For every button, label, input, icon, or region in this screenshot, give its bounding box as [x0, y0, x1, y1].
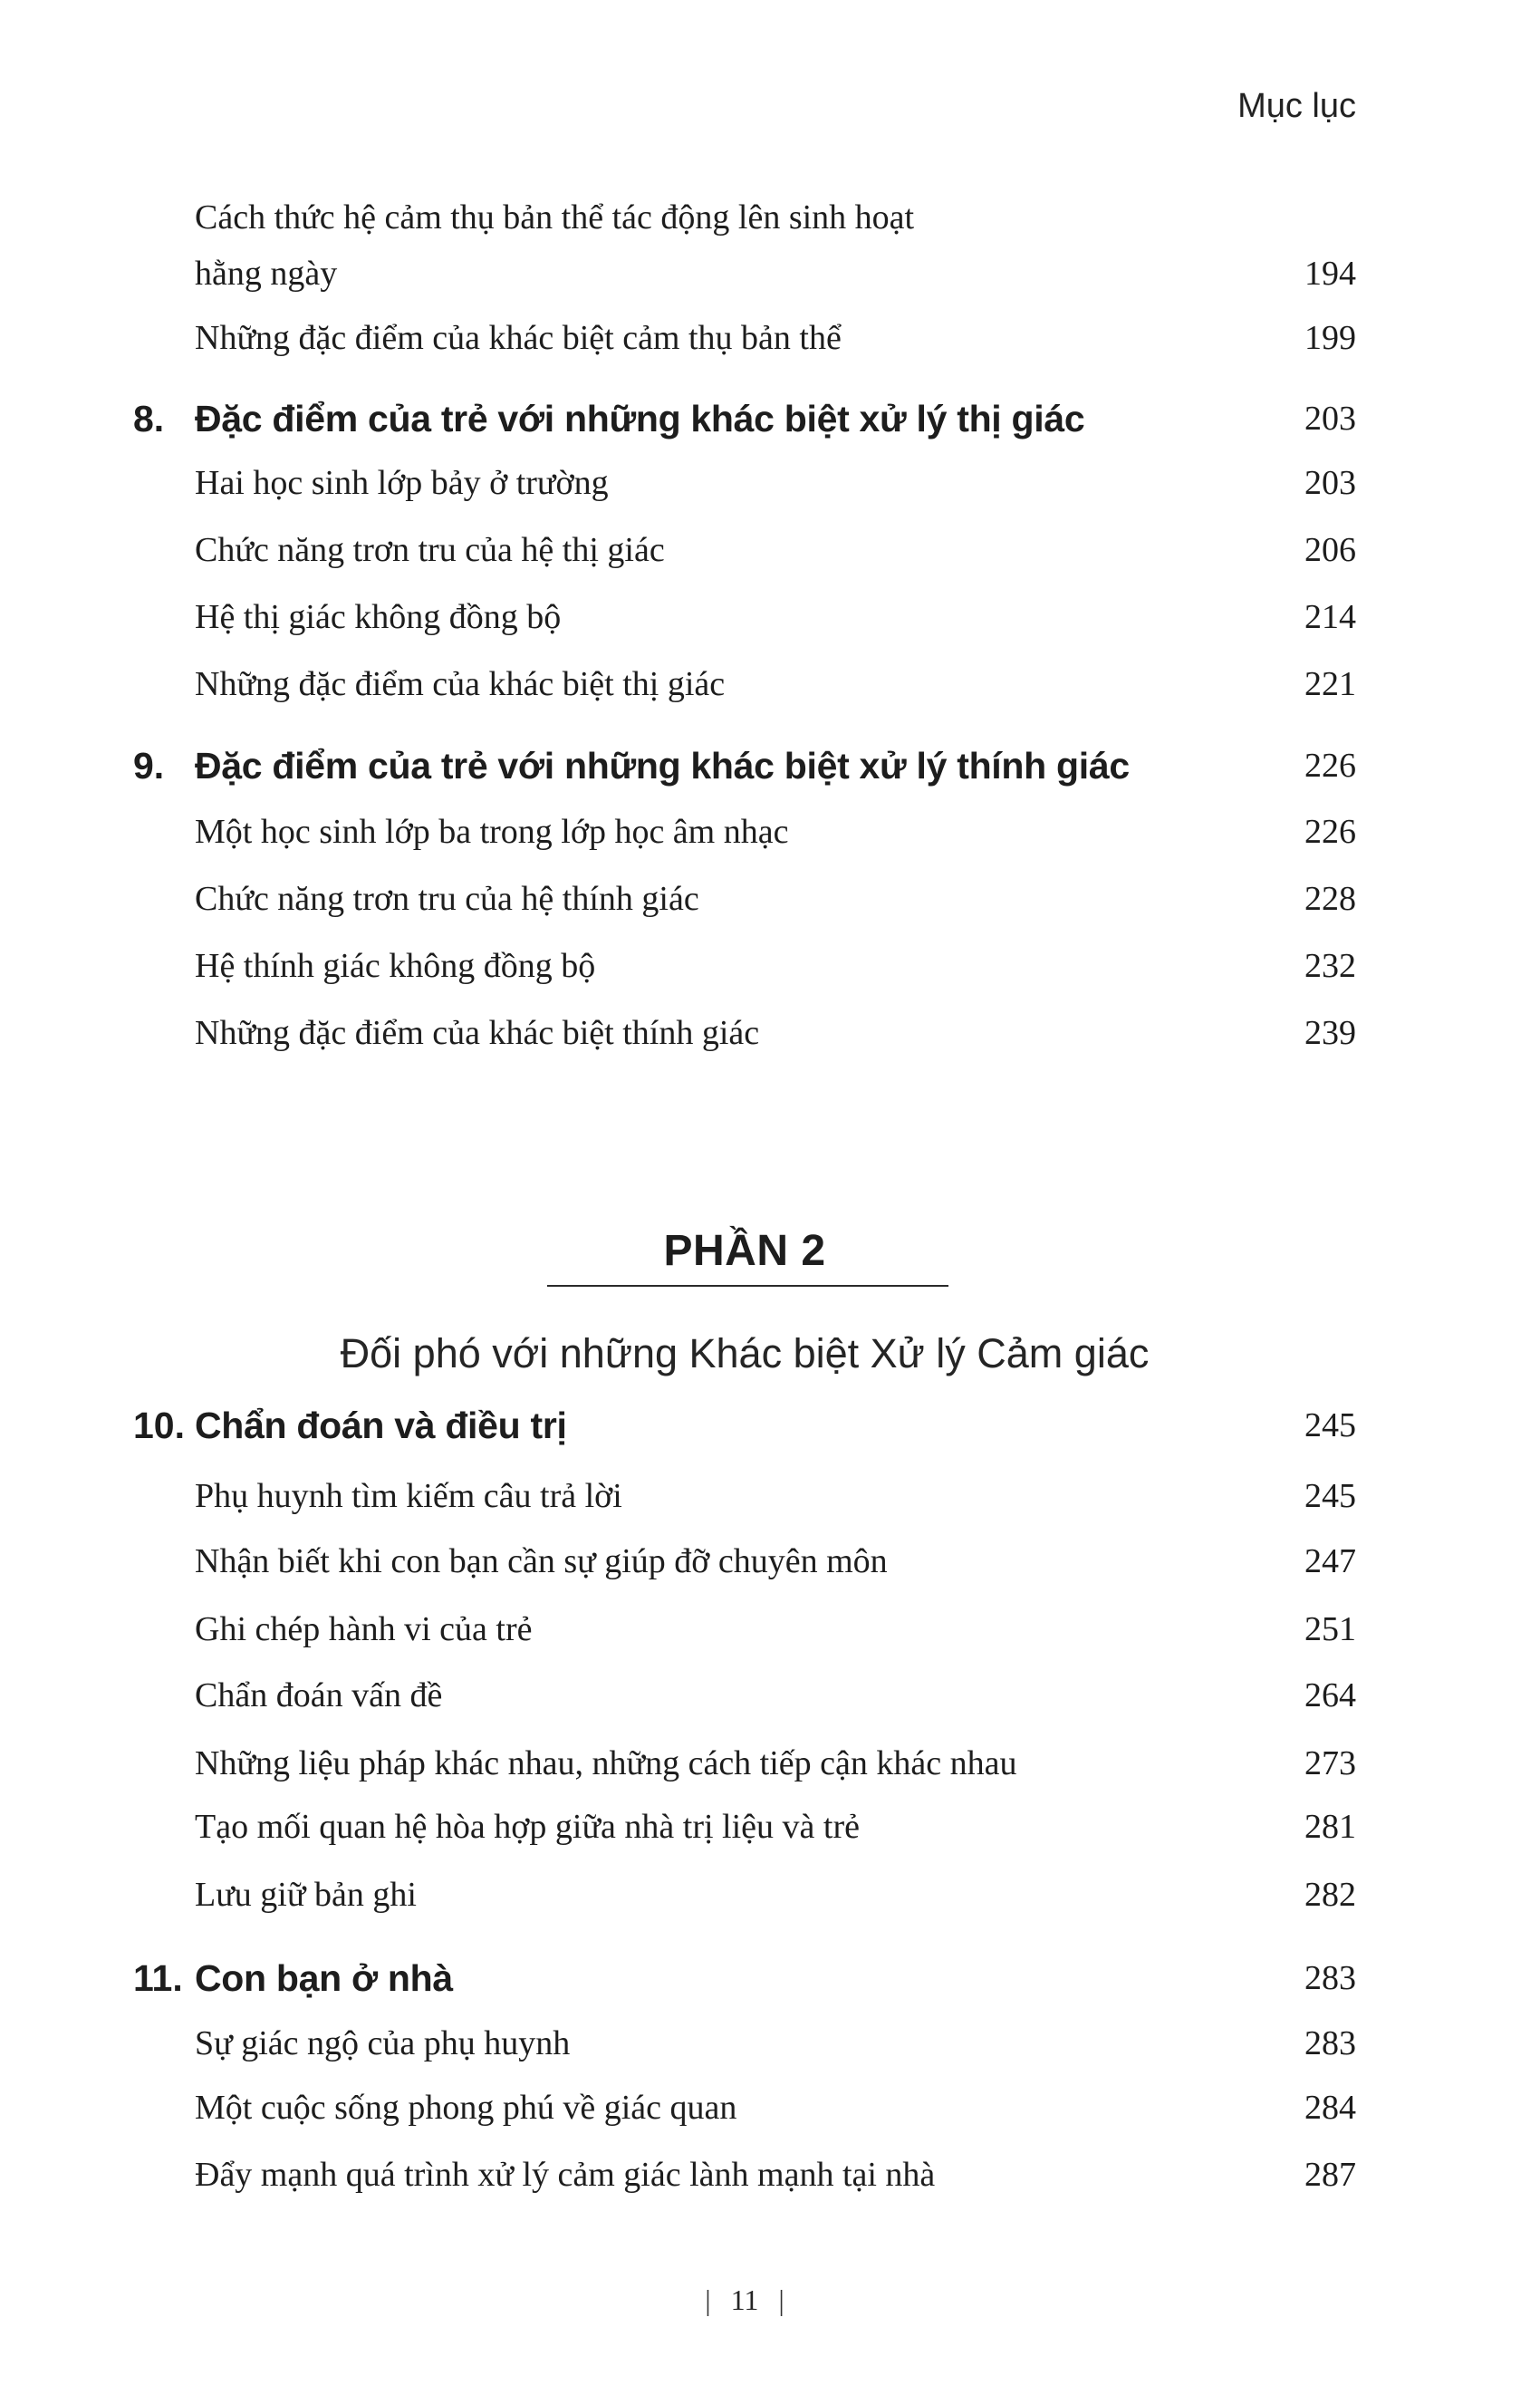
toc-entry-label: hằng ngày [195, 255, 338, 293]
toc-entry-page-number: 251 [1304, 1610, 1356, 1648]
toc-chapter-title: Chẩn đoán và điều trị [195, 1405, 567, 1446]
toc-entry-row [133, 251, 1356, 296]
toc-entry-page-number: 203 [1304, 400, 1356, 438]
toc-entry-row [133, 1607, 1356, 1652]
footer-page-number: 11 [730, 2284, 759, 2316]
toc-entry-row [133, 809, 1356, 855]
toc-chapter-row [133, 1403, 1356, 1448]
toc-entry-label: Phụ huynh tìm kiếm câu trả lời [195, 1477, 622, 1515]
toc-entry-page-number: 228 [1304, 880, 1356, 918]
toc-entry-label: Những đặc điểm của khác biệt thính giác [195, 1014, 760, 1052]
toc-entry-row [133, 943, 1356, 989]
toc-entry-page-number: 239 [1304, 1014, 1356, 1052]
toc-entry-label: Chức năng trơn tru của hệ thị giác [195, 531, 665, 569]
toc-entry-row [133, 594, 1356, 640]
toc-entry-label: Những đặc điểm của khác biệt cảm thụ bản thể [195, 319, 842, 357]
toc-entry-page-number: 194 [1304, 255, 1356, 293]
toc-entry-page-number: 232 [1304, 947, 1356, 985]
toc-entry-page-number: 264 [1304, 1676, 1356, 1714]
toc-entry-page-number: 203 [1304, 464, 1356, 502]
toc-chapter-number: 9. [133, 745, 165, 787]
toc-entry-page-number: 281 [1304, 1808, 1356, 1846]
toc-entry-label: Chẩn đoán vấn đề [195, 1676, 443, 1714]
table-of-contents [133, 0, 1356, 2385]
toc-entry-label: Những đặc điểm của khác biệt thị giác [195, 665, 726, 703]
footer-separator: | [778, 2284, 784, 2316]
toc-entry-label: Một học sinh lớp ba trong lớp học âm nhạc [195, 813, 789, 851]
toc-entry-label: Đẩy mạnh quá trình xử lý cảm giác lành mạnh tại nhà [195, 2156, 936, 2194]
toc-entry-label: Lưu giữ bản ghi [195, 1876, 417, 1914]
toc-entry-row [133, 195, 1356, 240]
toc-entry-label: Ghi chép hành vi của trẻ [195, 1610, 533, 1648]
toc-entry-label: Hệ thính giác không đồng bộ [195, 947, 596, 985]
toc-chapter-title: Đặc điểm của trẻ với những khác biệt xử lý thị giác [195, 398, 1085, 439]
toc-chapter-number: 11. [133, 1957, 183, 1999]
toc-entry-page-number: 226 [1304, 747, 1356, 785]
toc-chapter-number: 10. [133, 1405, 185, 1446]
toc-entry-page-number: 282 [1304, 1876, 1356, 1914]
toc-entry-page-number: 284 [1304, 2089, 1356, 2127]
toc-entry-page-number: 283 [1304, 1959, 1356, 1997]
toc-entry-page-number: 273 [1304, 1744, 1356, 1782]
toc-entry-label: Hệ thị giác không đồng bộ [195, 598, 562, 636]
toc-entry-page-number: 245 [1304, 1406, 1356, 1444]
toc-chapter-row [133, 1955, 1356, 2001]
toc-entry-row [133, 1872, 1356, 1917]
toc-entry-page-number: 247 [1304, 1542, 1356, 1580]
toc-entry-label: Hai học sinh lớp bảy ở trường [195, 464, 609, 502]
part-title: Đối phó với những Khác biệt Xử lý Cảm giác [340, 1330, 1150, 1376]
toc-entry-row [133, 1539, 1356, 1584]
toc-entry-page-number: 287 [1304, 2156, 1356, 2194]
toc-entry-page-number: 214 [1304, 598, 1356, 636]
toc-entry-row [133, 661, 1356, 707]
toc-entry-row [133, 460, 1356, 506]
toc-entry-row [133, 1010, 1356, 1056]
toc-entry-label: Sự giác ngộ của phụ huynh [195, 2024, 571, 2062]
running-head: Mục lục [1237, 87, 1356, 125]
part-heading: PHẦN 2 [663, 1227, 826, 1275]
toc-entry-page-number: 283 [1304, 2024, 1356, 2062]
toc-entry-label: Cách thức hệ cảm thụ bản thể tác động lên sinh hoạt [195, 198, 915, 237]
toc-entry-page-number: 245 [1304, 1477, 1356, 1515]
toc-entry-row [133, 2152, 1356, 2197]
toc-entry-row [133, 1473, 1356, 1519]
toc-entry-page-number: 221 [1304, 665, 1356, 703]
toc-entry-row [133, 2085, 1356, 2130]
toc-entry-page-number: 206 [1304, 531, 1356, 569]
toc-chapter-number: 8. [133, 398, 165, 439]
toc-entry-row [133, 2021, 1356, 2066]
toc-entry-label: Một cuộc sống phong phú về giác quan [195, 2089, 737, 2127]
footer-separator: | [705, 2284, 711, 2316]
toc-entry-row [133, 1673, 1356, 1718]
toc-chapter-title: Đặc điểm của trẻ với những khác biệt xử lý thính giác [195, 745, 1130, 787]
toc-entry-label: Nhận biết khi con bạn cần sự giúp đỡ chuyên môn [195, 1542, 888, 1580]
toc-chapter-row [133, 396, 1356, 441]
toc-entry-row [133, 1741, 1356, 1786]
toc-entry-page-number: 226 [1304, 813, 1356, 851]
toc-entry-row [133, 1804, 1356, 1849]
toc-entry-row [133, 315, 1356, 361]
toc-chapter-row [133, 743, 1356, 788]
toc-chapter-title: Con bạn ở nhà [195, 1957, 453, 1999]
page-footer [133, 2280, 1356, 2320]
toc-entry-row [133, 876, 1356, 922]
part-heading-rule [547, 1285, 948, 1287]
toc-entry-page-number: 199 [1304, 319, 1356, 357]
toc-entry-label: Những liệu pháp khác nhau, những cách tiếp cận khác nhau [195, 1744, 1017, 1782]
toc-entry-row [133, 527, 1356, 573]
toc-entry-label: Tạo mối quan hệ hòa hợp giữa nhà trị liệu và trẻ [195, 1808, 860, 1846]
toc-entry-label: Chức năng trơn tru của hệ thính giác [195, 880, 699, 918]
